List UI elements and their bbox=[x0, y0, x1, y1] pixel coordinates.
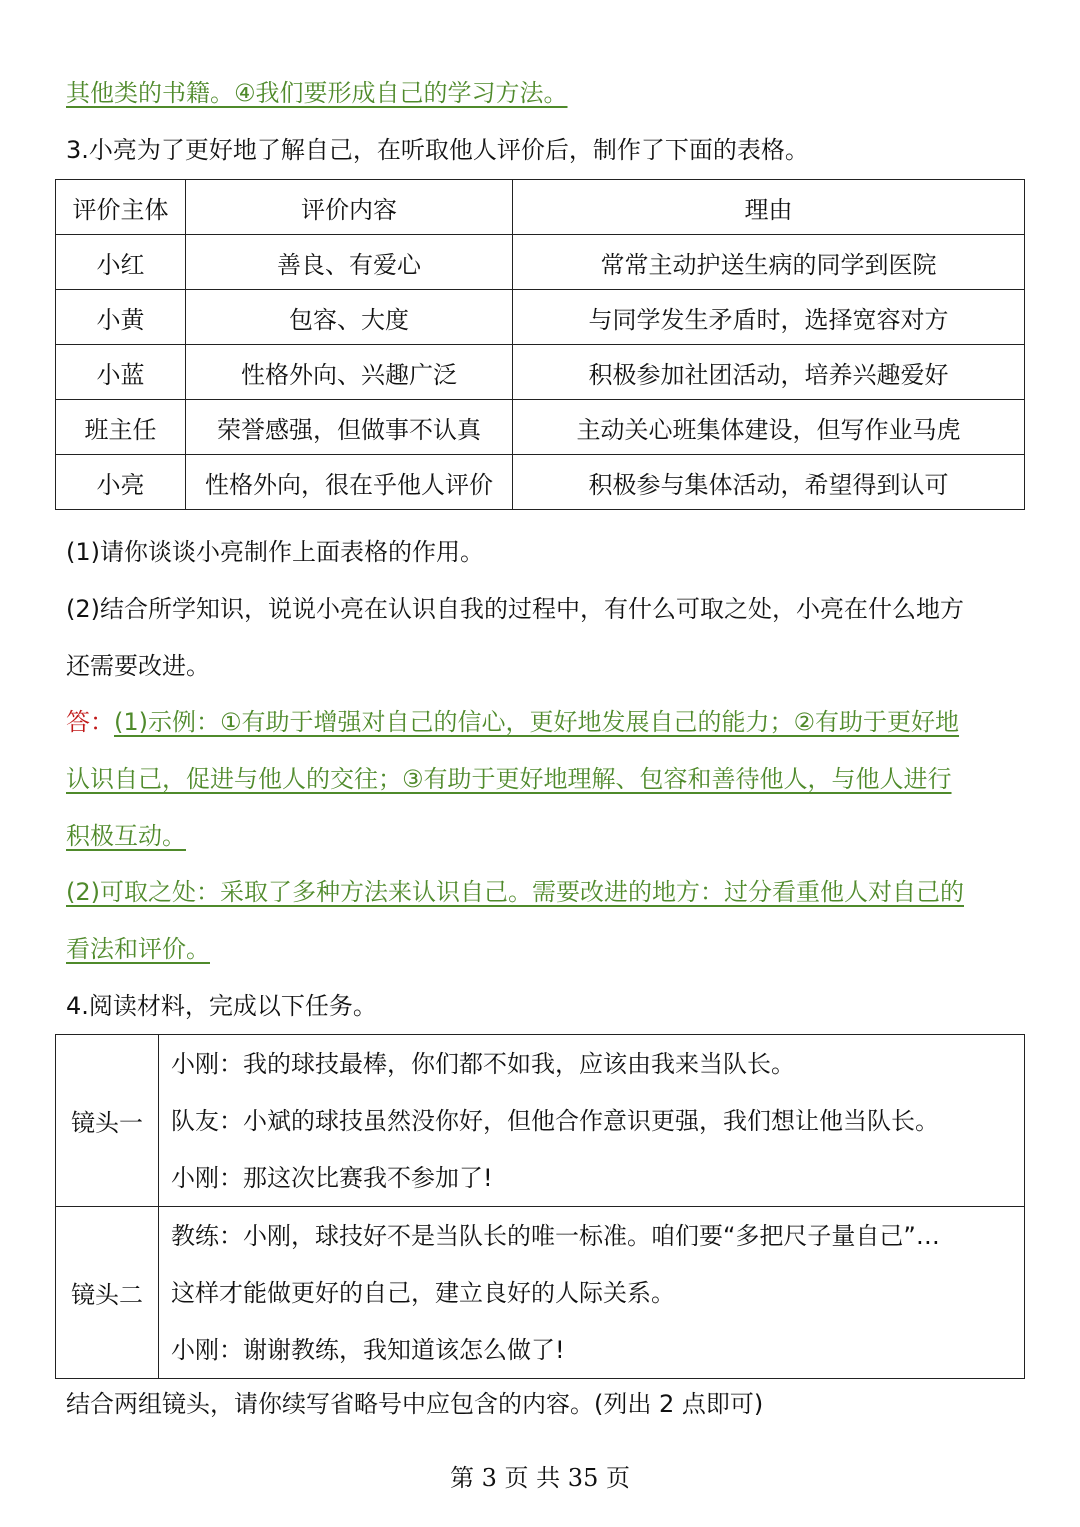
table-cell-content: 性格外向、兴趣广泛 bbox=[186, 345, 513, 400]
dialogue-line: 小刚：谢谢教练，我知道该怎么做了! bbox=[171, 1336, 565, 1364]
dialogue-line: 小刚：那这次比赛我不参加了! bbox=[171, 1164, 493, 1192]
table-cell-reason: 积极参加社团活动，培养兴趣爱好 bbox=[513, 345, 1025, 400]
scene-label: 镜头二 bbox=[56, 1207, 159, 1379]
table-cell-subject: 小红 bbox=[56, 235, 186, 290]
answer-1-line-2: 认识自己，促进与他人的交往；③有助于更好地理解、包容和善待他人，与他人进行 bbox=[66, 765, 952, 793]
table-cell-reason: 常常主动护送生病的同学到医院 bbox=[513, 235, 1025, 290]
table-cell-subject: 小亮 bbox=[56, 455, 186, 510]
page-footer: 第 3 页 共 35 页 bbox=[450, 1464, 630, 1492]
table-header-cell: 理由 bbox=[513, 180, 1025, 235]
dialogue-line: 这样才能做更好的自己，建立良好的人际关系。 bbox=[171, 1279, 675, 1307]
scene-table bbox=[55, 1034, 1025, 1379]
answer-1-line-3: 积极互动。 bbox=[66, 822, 186, 850]
table-row bbox=[56, 290, 1025, 345]
sub-question-2-line-1: (2)结合所学知识，说说小亮在认识自我的过程中，有什么可取之处，小亮在什么地方 bbox=[66, 595, 964, 623]
evaluation-table bbox=[55, 179, 1025, 510]
scene-content bbox=[159, 1207, 1025, 1379]
scene-row bbox=[56, 1207, 1025, 1379]
question-4-stem: 4.阅读材料，完成以下任务。 bbox=[66, 992, 377, 1020]
dialogue-line: 小刚：我的球技最棒，你们都不如我，应该由我来当队长。 bbox=[171, 1050, 795, 1078]
table-row bbox=[56, 235, 1025, 290]
answer-1-line-1 bbox=[66, 706, 959, 738]
answer-2-line-1: (2)可取之处：采取了多种方法来认识自己。需要改进的地方：过分看重他人对自己的 bbox=[66, 878, 964, 906]
table-cell-content: 荣誉感强，但做事不认真 bbox=[186, 400, 513, 455]
table-cell-reason: 主动关心班集体建设，但写作业马虎 bbox=[513, 400, 1025, 455]
table-header-cell: 评价内容 bbox=[186, 180, 513, 235]
scene-label: 镜头一 bbox=[56, 1035, 159, 1207]
table-row bbox=[56, 455, 1025, 510]
dialogue-line: 队友：小斌的球技虽然没你好，但他合作意识更强，我们想让他当队长。 bbox=[171, 1107, 939, 1135]
answer-1-text: (1)示例：①有助于增强对自己的信心，更好地发展自己的能力；②有助于更好地 bbox=[114, 708, 960, 736]
table-row bbox=[56, 400, 1025, 455]
question-4-task: 结合两组镜头，请你续写省略号中应包含的内容。(列出 2 点即可) bbox=[66, 1390, 764, 1418]
table-cell-content: 包容、大度 bbox=[186, 290, 513, 345]
question-3-stem: 3.小亮为了更好地了解自己，在听取他人评价后，制作了下面的表格。 bbox=[66, 136, 809, 164]
scene-content bbox=[159, 1035, 1025, 1207]
table-header-cell: 评价主体 bbox=[56, 180, 186, 235]
answer-2-line-2: 看法和评价。 bbox=[66, 935, 210, 963]
answer-label: 答： bbox=[66, 708, 114, 736]
table-cell-reason: 积极参与集体活动，希望得到认可 bbox=[513, 455, 1025, 510]
table-row bbox=[56, 345, 1025, 400]
table-cell-subject: 班主任 bbox=[56, 400, 186, 455]
table-cell-subject: 小蓝 bbox=[56, 345, 186, 400]
previous-answer-tail: 其他类的书籍。④我们要形成自己的学习方法。 bbox=[66, 79, 568, 107]
table-cell-content: 善良、有爱心 bbox=[186, 235, 513, 290]
table-cell-reason: 与同学发生矛盾时，选择宽容对方 bbox=[513, 290, 1025, 345]
sub-question-2-line-2: 还需要改进。 bbox=[66, 652, 210, 680]
table-header-row bbox=[56, 180, 1025, 235]
sub-question-1: (1)请你谈谈小亮制作上面表格的作用。 bbox=[66, 538, 484, 566]
dialogue-line: 教练：小刚，球技好不是当队长的唯一标准。咱们要“多把尺子量自己”… bbox=[171, 1222, 940, 1250]
table-cell-subject: 小黄 bbox=[56, 290, 186, 345]
scene-row bbox=[56, 1035, 1025, 1207]
table-cell-content: 性格外向，很在乎他人评价 bbox=[186, 455, 513, 510]
